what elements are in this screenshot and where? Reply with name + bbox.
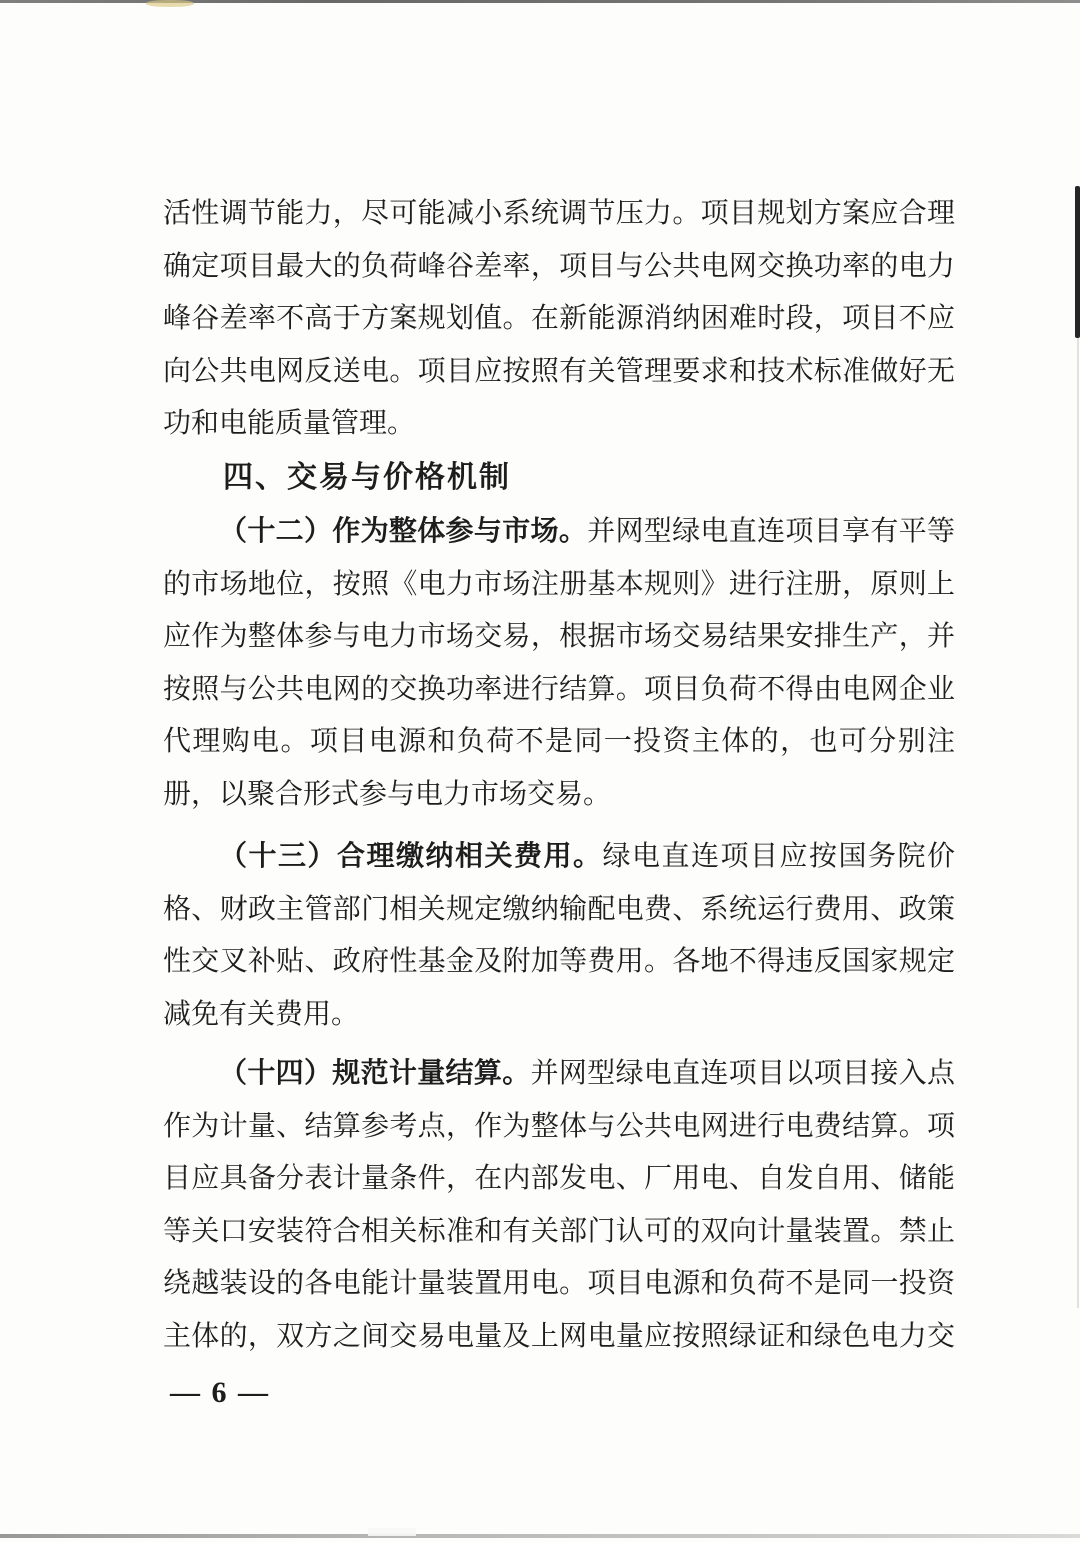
text-line	[163, 664, 955, 717]
body-text: 目应具备分表计量条件，在内部发电、厂用电、自发自用、储能	[163, 1163, 955, 1194]
text-line	[163, 1153, 955, 1206]
body-text: 绿电直连项目应按国务院价	[602, 841, 955, 872]
text-line	[163, 611, 955, 664]
body-text: 并网型绿电直连项目享有平等	[587, 516, 955, 547]
scan-artifact-top-edge	[0, 0, 1080, 3]
section-heading	[163, 452, 955, 505]
body-text: 作为计量、结算参考点，作为整体与公共电网进行电费结算。项	[163, 1110, 955, 1142]
body-text: 等关口安装符合相关标准和有关部门认可的双向计量装置。禁止	[163, 1215, 955, 1247]
text-line	[163, 884, 955, 937]
body-text: 向公共电网反送电。项目应按照有关管理要求和技术标准做好无	[163, 355, 955, 387]
paragraph	[163, 831, 955, 1041]
scan-artifact-right-faint-line	[1077, 338, 1079, 1308]
scan-artifact-bottom-notch	[368, 1528, 416, 1536]
text-line	[163, 1311, 955, 1364]
text-line	[163, 936, 955, 989]
text-line	[163, 293, 955, 346]
text-line	[163, 831, 955, 884]
body-text: 减免有关费用。	[163, 998, 360, 1030]
text-line	[163, 769, 955, 822]
text-line	[163, 452, 955, 505]
text-line	[163, 346, 955, 399]
text-line	[163, 1101, 955, 1154]
body-text: 按照与公共电网的交换功率进行结算。项目负荷不得由电网企业	[163, 673, 955, 705]
text-line	[163, 188, 955, 241]
body-text: 确定项目最大的负荷峰谷差率，项目与公共电网交换功率的电力	[163, 250, 955, 282]
scan-artifact-top-left-mark	[146, 0, 194, 7]
text-line	[163, 506, 955, 559]
page-number: — 6 —	[170, 1376, 270, 1409]
text-line	[163, 1258, 955, 1311]
emphasis-text: （十二）作为整体参与市场。	[219, 516, 588, 547]
body-text: 应作为整体参与电力市场交易，根据市场交易结果安排生产，并	[163, 621, 955, 652]
body-text: 功和电能质量管理。	[163, 408, 416, 439]
body-text: 峰谷差率不高于方案规划值。在新能源消纳困难时段，项目不应	[163, 303, 955, 334]
body-text: 的市场地位，按照《电力市场注册基本规则》进行注册，原则上	[163, 568, 955, 600]
body-text: 格、财政主管部门相关规定缴纳输配电费、系统运行费用、政策	[163, 893, 955, 925]
text-line	[163, 716, 955, 769]
scan-artifact-right-dark-bar	[1075, 186, 1080, 338]
text-line	[163, 398, 955, 451]
emphasis-text: 四、交易与价格机制	[223, 461, 511, 494]
text-line	[163, 241, 955, 294]
paragraph	[163, 506, 955, 821]
scan-artifact-bottom-edge	[0, 1534, 1080, 1538]
emphasis-text: （十三）合理缴纳相关费用。	[219, 841, 603, 872]
body-text: 绕越装设的各电能计量装置用电。项目电源和负荷不是同一投资	[163, 1268, 955, 1299]
paragraph	[163, 1048, 955, 1363]
text-line	[163, 1206, 955, 1259]
body-text: 并网型绿电直连项目以项目接入点	[530, 1058, 955, 1089]
body-text: 册，以聚合形式参与电力市场交易。	[163, 778, 612, 810]
text-line	[163, 559, 955, 612]
text-line	[163, 1048, 955, 1101]
paragraph	[163, 188, 955, 451]
body-text: 主体的，双方之间交易电量及上网电量应按照绿证和绿色电力交	[163, 1320, 955, 1352]
body-text: 性交叉补贴、政府性基金及附加等费用。各地不得违反国家规定	[163, 946, 955, 977]
body-text: 活性调节能力，尽可能减小系统调节压力。项目规划方案应合理	[163, 198, 955, 229]
text-line	[163, 989, 955, 1042]
body-text: 代理购电。项目电源和负荷不是同一投资主体的，也可分别注	[163, 726, 955, 757]
emphasis-text: （十四）规范计量结算。	[219, 1058, 531, 1089]
